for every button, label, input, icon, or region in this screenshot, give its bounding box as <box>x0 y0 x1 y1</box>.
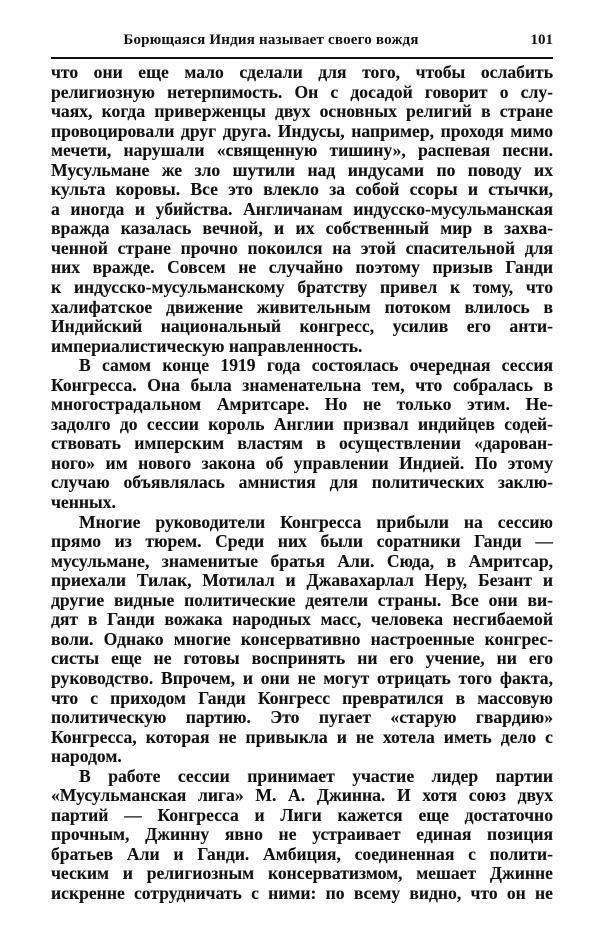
text-line: мусульмане, знаменитые братья Али. Сюда, в Амритсар, <box>51 550 553 571</box>
text-line: партий — Конгресса и Лиги кажется еще достаточно <box>51 804 553 825</box>
paragraph <box>51 356 553 512</box>
text-line: Конгресса. Она была знаменательна тем, что собралась в <box>51 374 553 395</box>
text-line: В самом конце 1919 года состоялась очередная сессия <box>79 355 553 376</box>
page-body <box>51 63 553 904</box>
paragraph <box>51 63 553 356</box>
text-line: них вражде. Совсем не случайно поэтому призыв Ганди <box>51 257 553 278</box>
text-line: Мусульмане же зло шутили над индусами по поводу их <box>51 159 553 180</box>
text-line: В работе сессии принимает участие лидер партии <box>79 765 553 786</box>
text-line: мечети, нарушали «священную тишину», распевая песни. <box>51 140 553 161</box>
running-title: Борющаяся Индия называет своего вождя <box>123 32 419 48</box>
text-line: а иногда и убийства. Англичанам индусско-мусульманская <box>51 198 553 219</box>
text-line: систы еще не готовы воспринять ни его учение, ни его <box>51 648 553 669</box>
text-line: народом. <box>51 746 122 767</box>
text-line: ченных. <box>51 492 116 513</box>
text-line: задолго до сессии король Англии призвал индийцев содей- <box>51 413 553 434</box>
text-line: чаях, когда приверженцы двух основных религий в стране <box>51 101 553 122</box>
text-line: ченной стране прочно покоился на этой спасительной для <box>51 237 553 258</box>
text-line: другие видные политические деятели страны. Все они ви- <box>51 589 553 610</box>
text-line: что с приходом Ганди Конгресс превратился в массовую <box>51 687 553 708</box>
text-line: «Мусульманская лига» М. А. Джинна. И хотя союз двух <box>51 785 553 806</box>
text-line: империалистическую направленность. <box>51 335 363 356</box>
text-line: религиозную нетерпимость. Он с досадой говорит о слу- <box>51 81 553 102</box>
text-line: случаю объявлялась амнистия для политических заклю- <box>51 472 553 493</box>
text-line: Конгресса, которая не привыкла и не хотела иметь дело с <box>51 726 553 747</box>
text-line: прямо из тюрем. Среди них были соратники Ганди — <box>51 531 553 552</box>
text-line: приехали Тилак, Мотилал и Джавахарлал Неру, Безант и <box>51 570 553 591</box>
text-line: дят в Ганди вожака народных масс, человека несгибаемой <box>51 609 553 630</box>
text-line: провоцировали друг друга. Индусы, например, проходя мимо <box>51 120 553 141</box>
paragraph <box>51 513 553 767</box>
header-rule <box>51 57 553 59</box>
text-line: воли. Однако многие консервативно настроенные конгрес- <box>51 628 553 649</box>
text-line: Индийский национальный конгресс, усилив его анти- <box>51 316 553 337</box>
text-line: многострадальном Амритсаре. Но не только этим. Не- <box>51 394 553 415</box>
text-line: прочным, Джинну явно не устраивает единая позиция <box>51 824 553 845</box>
text-line: ческим и религиозным консерватизмом, мешает Джинне <box>51 863 553 884</box>
text-line: что они еще мало сделали для того, чтобы ослабить <box>51 62 553 82</box>
text-line: ствовать имперским властям в осуществлении «дарован- <box>51 433 553 454</box>
text-line: политическую партию. Это пугает «старую гвардию» <box>51 707 553 728</box>
text-line: искренне сотрудничать с ними: по всему видно, что он не <box>51 882 553 903</box>
text-line: халифатское движение живительным потоком влилось в <box>51 296 553 317</box>
text-line: Многие руководители Конгресса прибыли на сессию <box>79 511 553 532</box>
text-line: братьев Али и Ганди. Амбиция, соединенная с полити- <box>51 843 553 864</box>
page-header <box>51 32 553 54</box>
text-line: руководство. Впрочем, и они не могут отрицать того факта, <box>51 667 553 688</box>
text-line: культа коровы. Все это влекло за собой ссоры и стычки, <box>51 179 553 200</box>
page-number: 101 <box>530 32 553 48</box>
text-line: к индусско-мусульманскому братству привел к тому, что <box>51 277 553 298</box>
text-line: вражда казалась вечной, и их собственный мир в захва- <box>51 218 553 239</box>
paragraph <box>51 767 553 904</box>
text-line: ного» им нового закона об управлении Индией. По этому <box>51 452 553 473</box>
